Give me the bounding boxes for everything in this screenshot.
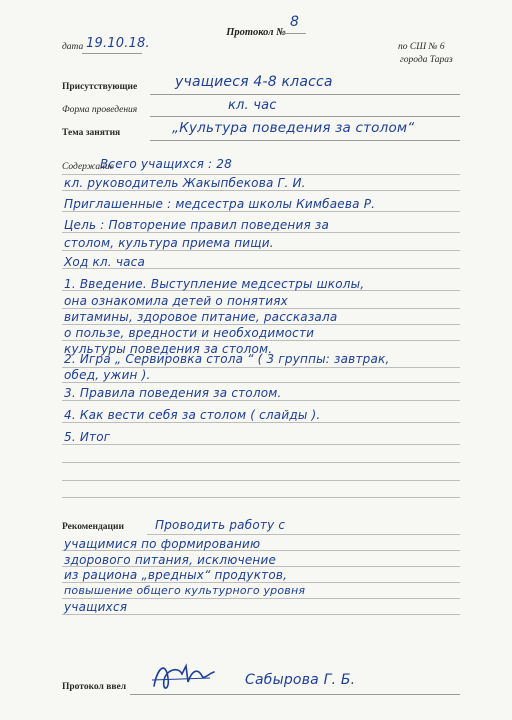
content-line: культуры поведения за столом.: [64, 342, 273, 356]
content-line: Цель : Повторение правил поведения за: [64, 218, 330, 232]
ruled-line: [62, 462, 460, 463]
school-line-1: по СШ № 6: [398, 42, 445, 52]
ruled-line: [62, 497, 460, 498]
content-line: 1. Введение. Выступление медсестры школы,: [64, 277, 365, 291]
ruled-line: [62, 308, 460, 309]
form-underline: [150, 116, 460, 117]
ruled-line: [62, 211, 460, 212]
ruled-line: [62, 190, 460, 191]
attendees-value: учащиеся 4-8 класса: [175, 74, 333, 90]
recommendation-line: Проводить работу с: [155, 518, 286, 532]
ruled-line: [62, 598, 460, 599]
ruled-line: [62, 444, 460, 445]
ruled-line: [62, 174, 460, 175]
ruled-line: [62, 324, 460, 325]
content-line: 5. Итог: [64, 430, 111, 444]
ruled-line: [62, 582, 460, 583]
content-label: Содержание: [62, 162, 114, 172]
recommendations-label: Рекомендации: [62, 522, 124, 532]
protocol-number: 8: [290, 14, 300, 30]
topic-label: Тема занятия: [62, 128, 121, 138]
content-line: 4. Как вести себя за столом ( слайды ).: [64, 408, 321, 422]
signer-name: Сабырова Г. Б.: [245, 672, 356, 688]
ruled-line: [62, 480, 460, 481]
recommendation-line: учащихся: [64, 600, 128, 614]
content-line: столом, культура приема пищи.: [64, 236, 274, 250]
date-underline: [82, 53, 142, 54]
content-line: Всего учащихся : 28: [100, 157, 232, 171]
number-underline: [284, 33, 306, 34]
content-line: 3. Правила поведения за столом.: [64, 386, 282, 400]
ruled-line: [62, 422, 460, 423]
topic-underline: [150, 140, 460, 141]
ruled-line: [62, 232, 460, 233]
topic-value: „Культура поведения за столом“: [172, 120, 415, 136]
attendees-label: Присутствующие: [62, 82, 138, 92]
date-label: дата: [62, 42, 84, 52]
recommendation-line: здорового питания, исключение: [64, 553, 277, 567]
ruled-line: [147, 534, 460, 535]
attendees-underline: [150, 94, 460, 95]
title-text: Протокол №: [226, 27, 286, 38]
content-line: кл. руководитель Жакыпбекова Г. И.: [64, 176, 306, 190]
content-line: витамины, здоровое питание, рассказала: [64, 310, 338, 324]
content-line: она ознакомила детей о понятиях: [64, 294, 288, 308]
content-line: Ход кл. часа: [64, 255, 146, 269]
signature-mark: [148, 656, 218, 696]
ruled-line: [62, 340, 460, 341]
date-value: 19.10.18.: [86, 36, 150, 51]
ruled-line: [62, 250, 460, 251]
entered-by-label: Протокол ввел: [62, 682, 127, 692]
form-label: Форма проведения: [62, 105, 138, 115]
content-line: Приглашенные : медсестра школы Кимбаева Р.: [64, 197, 376, 211]
ruled-line: [62, 400, 460, 401]
content-line: 2. Игра „ Сервировка стола “ ( 3 группы: завтрак,: [64, 352, 390, 366]
protocol-title: [0, 20, 512, 39]
school-line-2: города Тараз: [400, 55, 453, 65]
content-line: о пользе, вредности и необходимости: [64, 326, 315, 340]
recommendation-line: учащимися по формированию: [64, 537, 261, 551]
ruled-line: [62, 382, 460, 383]
recommendation-line: повышение общего культурного уровня: [64, 584, 306, 597]
recommendation-line: из рациона „вредных“ продуктов,: [64, 568, 288, 582]
content-line: обед, ужин ).: [64, 368, 151, 382]
form-value: кл. час: [228, 98, 277, 113]
ruled-line: [62, 614, 460, 615]
